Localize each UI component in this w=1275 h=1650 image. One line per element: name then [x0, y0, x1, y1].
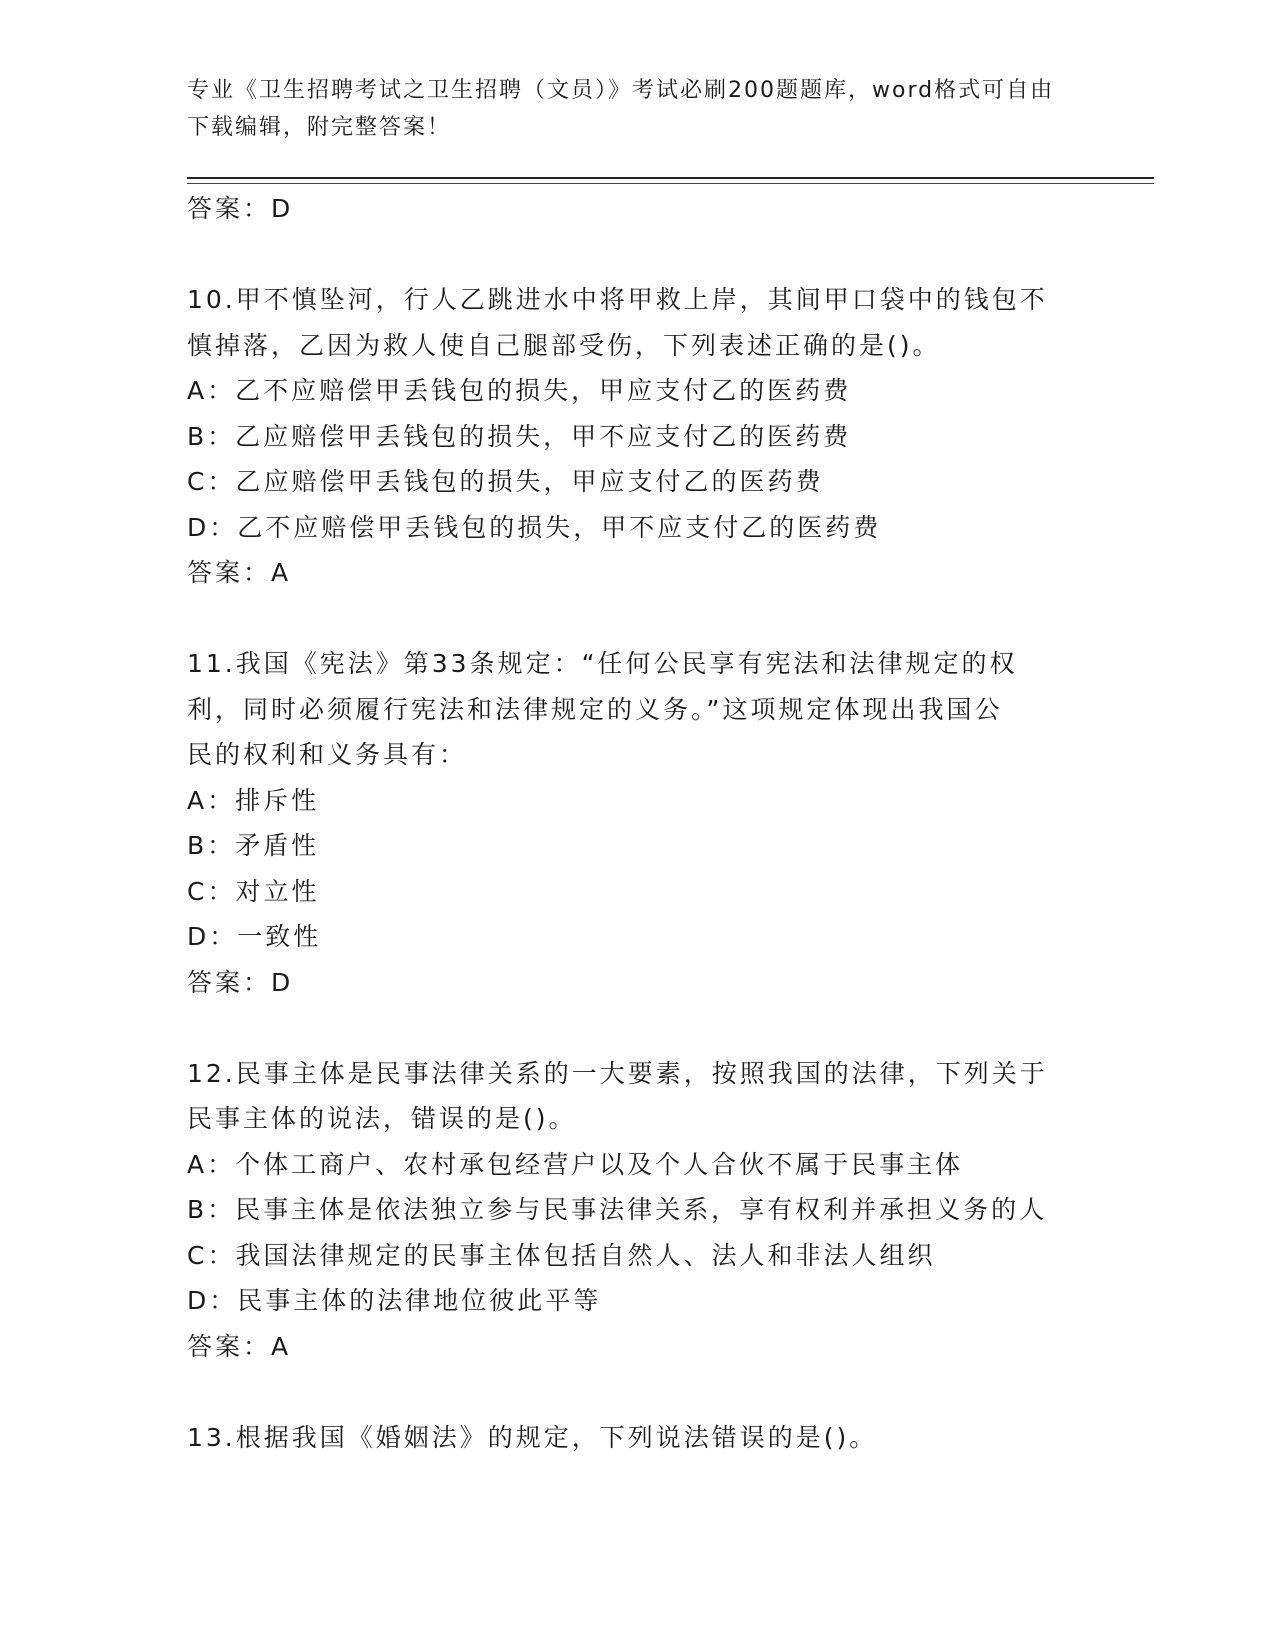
question-13 [187, 1415, 1087, 1461]
question-10-option-c: C：乙应赔偿甲丢钱包的损失，甲应支付乙的医药费 [187, 467, 824, 496]
question-12-stem-line-2: 民事主体的说法，错误的是()。 [187, 1104, 577, 1133]
question-10-stem-line-1: 10.甲不慎坠河，行人乙跳进水中将甲救上岸，其间甲口袋中的钱包不 [187, 285, 1048, 314]
header-rule-thick [187, 177, 1154, 179]
answer-12: 答案：A [187, 1331, 292, 1361]
question-10-option-a: A：乙不应赔偿甲丢钱包的损失，甲应支付乙的医药费 [187, 376, 852, 405]
question-10-stem-line-2: 慎掉落，乙因为救人使自己腿部受伤，下列表述正确的是()。 [187, 330, 941, 360]
header-rule-thin [187, 183, 1154, 184]
question-11-option-d: D：一致性 [187, 922, 322, 951]
question-12-option-a: A：个体工商户、农村承包经营户以及个人合伙不属于民事主体 [187, 1149, 964, 1179]
answer-10: 答案：A [187, 558, 292, 587]
question-10 [187, 277, 1087, 596]
question-11 [187, 641, 1087, 1005]
question-11-option-c: C：对立性 [187, 876, 320, 906]
question-12-option-b: B：民事主体是依法独立参与民事法律关系，享有权利并承担义务的人 [187, 1195, 1048, 1224]
question-11-option-b: B：矛盾性 [187, 831, 320, 860]
question-11-stem-line-2: 利，同时必须履行宪法和法律规定的义务。”这项规定体现出我国公 [187, 694, 1003, 724]
question-12 [187, 1051, 1087, 1370]
question-12-option-c: C：我国法律规定的民事主体包括自然人、法人和非法人组织 [187, 1240, 936, 1270]
question-11-stem-line-1: 11.我国《宪法》第33条规定：“任何公民享有宪法和法律规定的权 [187, 649, 1018, 678]
answer-9: 答案：D [187, 194, 294, 223]
question-11-stem-line-3: 民的权利和义务具有： [187, 740, 468, 769]
answer-11: 答案：D [187, 967, 294, 997]
question-12-stem-line-1: 12.民事主体是民事法律关系的一大要素，按照我国的法律，下列关于 [187, 1058, 1048, 1088]
question-10-option-b: B：乙应赔偿甲丢钱包的损失，甲不应支付乙的医药费 [187, 421, 852, 451]
question-list [187, 186, 1087, 1460]
question-11-option-a: A：排斥性 [187, 785, 320, 815]
question-12-option-d: D：民事主体的法律地位彼此平等 [187, 1286, 602, 1315]
question-13-stem-line-1: 13.根据我国《婚姻法》的规定，下列说法错误的是()。 [187, 1422, 878, 1452]
question-10-option-d: D：乙不应赔偿甲丢钱包的损失，甲不应支付乙的医药费 [187, 512, 882, 542]
document-header: 专业《卫生招聘考试之卫生招聘（文员）》考试必刷200题题库，word格式可自由下载编辑，附完整答案！ [187, 78, 1055, 140]
